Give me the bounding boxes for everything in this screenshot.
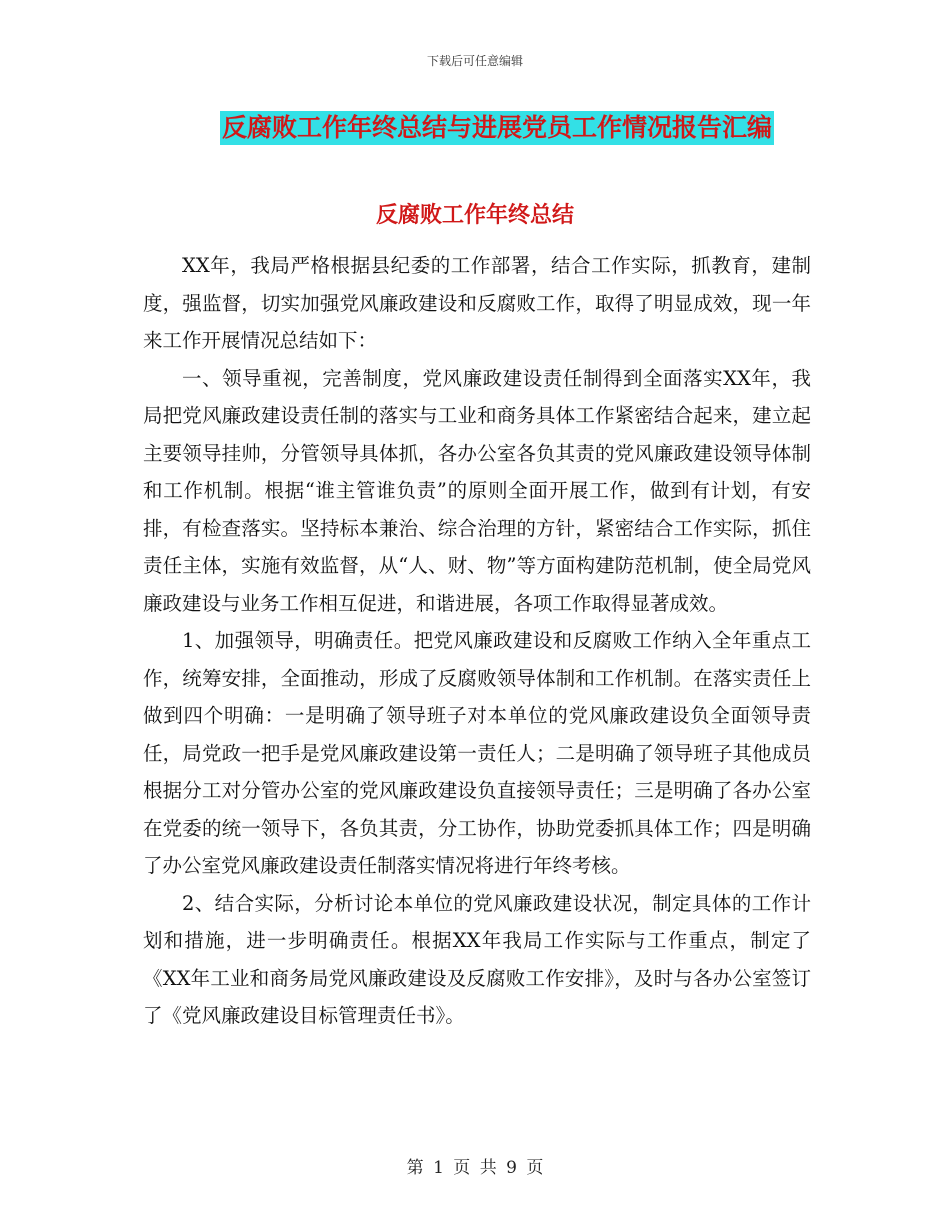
paragraph-section-1: 一、领导重视，完善制度，党风廉政建设责任制得到全面落实XX年，我局把党风廉政建设责任制的落实与工业和商务具体工作紧密结合起来，建立起主要领导挂帅，分管领导具体抓，各办公室各负其责的党风廉政建设领导体制和工作机制。根据“谁主管谁负责”的原则全面开展工作，做到有计划，有安排，有检查落实。坚持标本兼治、综合治理的方针，紧密结合工作实际，抓住责任主体，实施有效监督，从“人、财、物”等方面构建防范机制，使全局党风廉政建设与业务工作相互促进，和谐进展，各项工作取得显著成效。 <box>143 366 811 615</box>
page-footer-number: 第 1 页 共 9 页 <box>406 1158 544 1178</box>
paragraph-item-2: 2、结合实际，分析讨论本单位的党风廉政建设状况，制定具体的工作计划和措施，进一步明确责任。根据XX年我局工作实际与工作重点，制定了《XX年工业和商务局党风廉政建设及反腐败工作安排》，及时与各办公室签订了《党风廉政建设目标管理责任书》。 <box>143 891 811 1027</box>
paragraph-intro: XX年，我局严格根据县纪委的工作部署，结合工作实际，抓教育，建制度，强监督，切实加强党风廉政建设和反腐败工作，取得了明显成效，现一年来工作开展情况总结如下： <box>143 254 811 352</box>
main-title-container <box>0 111 950 145</box>
page-header-note: 下载后可任意编辑 <box>426 54 523 68</box>
section-title: 反腐败工作年终总结 <box>375 203 574 228</box>
paragraph-item-1: 1、加强领导，明确责任。把党风廉政建设和反腐败工作纳入全年重点工作，统筹安排，全面推动，形成了反腐败领导体制和工作机制。在落实责任上做到四个明确：一是明确了领导班子对本单位的党风廉政建设负全面领导责任，局党政一把手是党风廉政建设第一责任人；二是明确了领导班子其他成员根据分工对分管办公室的党风廉政建设负直接领导责任；三是明确了各办公室在党委的统一领导下，各负其责，分工协作，协助党委抓具体工作；四是明确了办公室党风廉政建设责任制落实情况将进行年终考核。 <box>143 629 811 877</box>
body-text <box>143 247 811 1035</box>
main-title: 反腐败工作年终总结与进展党员工作情况报告汇编 <box>220 111 774 145</box>
